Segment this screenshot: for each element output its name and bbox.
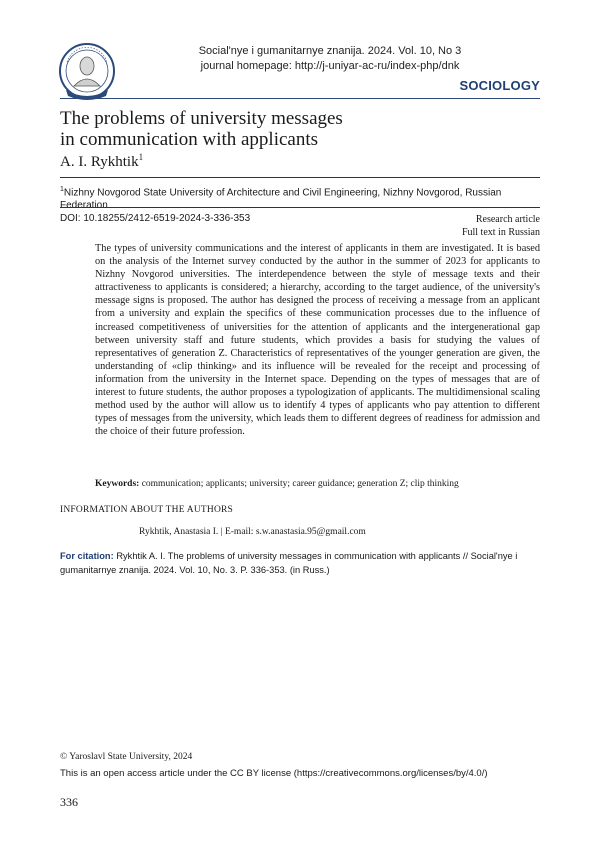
article-title	[60, 108, 540, 150]
article-type	[462, 213, 540, 239]
license-note: This is an open access article under the CC BY license (https://creativecommons.org/licenses/by/4.0/)	[60, 768, 488, 779]
affiliation-divider	[60, 207, 540, 208]
article-title-line-2: in communication with applicants	[60, 129, 319, 150]
page-number: 336	[60, 795, 78, 809]
author-affiliation-mark: 1	[138, 152, 144, 162]
authors-info-heading: INFORMATION ABOUT THE AUTHORS	[60, 505, 234, 515]
journal-citation-line: Social'nye i gumanitarnye znanija. 2024. Vol. 10, No 3	[198, 45, 462, 57]
citation-label: For citation:	[60, 551, 114, 561]
header-divider	[60, 98, 540, 99]
abstract: The types of university communications and the interest of applicants in them are investigated. It is based on the analysis of the Internet survey conducted by the author in the summer of 2023 for applicants to Nizhny Novgorod universities. The interdependence between the style of message texts and their attractiveness to applicants is considered; a hierarchy, according to the target audience, of the university's message signs is proposed. The author has designed the process of receiving a message from an applicant from a university and explain the specifics of these communication processes due to the influence of increased competitiveness of universities for the attention of applicants and the intergenerational gap between university staff and future students, which provides a basis for studying the values of representatives of generation Z. Characteristics of representatives of the younger generation are given, the understanding of «clip thinking» and its influence will be revealed for the receipt and processing of information from the university in the Internet space. Depending on the types of messages that are of interest to future students, the author proposes a typologization of applicants. The multidimensional scaling method used by the author will allow us to identify 4 types of applicants who pay attention to different types of messages from the university, which leads them to different degrees of readiness for admission and the choice of their future profession.	[95, 243, 540, 438]
copyright: © Yaroslavl State University, 2024	[60, 752, 193, 762]
section-label: SOCIOLOGY	[459, 78, 540, 93]
article-title-line-1: The problems of university messages	[60, 108, 343, 129]
citation-text: Rykhtik A. I. The problems of university messages in communication with applicants // Social'nye i gumanitarnye znanija. 2024. Vol. 10, No. 3. P. 336-353. (in Russ.)	[60, 551, 518, 575]
affiliation-mark: 1	[60, 186, 64, 193]
doi-link[interactable]: DOI: 10.18255/2412-6519-2024-3-336-353	[60, 213, 251, 224]
author-divider	[60, 177, 540, 178]
author-name	[60, 152, 143, 171]
journal-homepage-link[interactable]: journal homepage: http://j-uniyar-ac-ru/index-php/dnk	[200, 60, 460, 72]
article-type-label: Research article	[475, 214, 540, 225]
author-name-text: A. I. Rykhtik	[60, 154, 139, 170]
keywords-label: Keywords:	[95, 479, 140, 489]
article-language-note: Full text in Russian	[461, 227, 540, 238]
university-seal-icon	[57, 42, 117, 104]
keywords-list: communication; applicants; university; career guidance; generation Z; clip thinking	[141, 479, 459, 489]
keywords	[95, 479, 540, 489]
citation-block	[60, 549, 540, 577]
author-contact: Rykhtik, Anastasia I. | E-mail: s.w.anastasia.95@gmail.com	[139, 527, 366, 537]
affiliation-text: Nizhny Novgorod State University of Architecture and Civil Engineering, Nizhny Novgorod, Russian Federation	[60, 187, 502, 212]
